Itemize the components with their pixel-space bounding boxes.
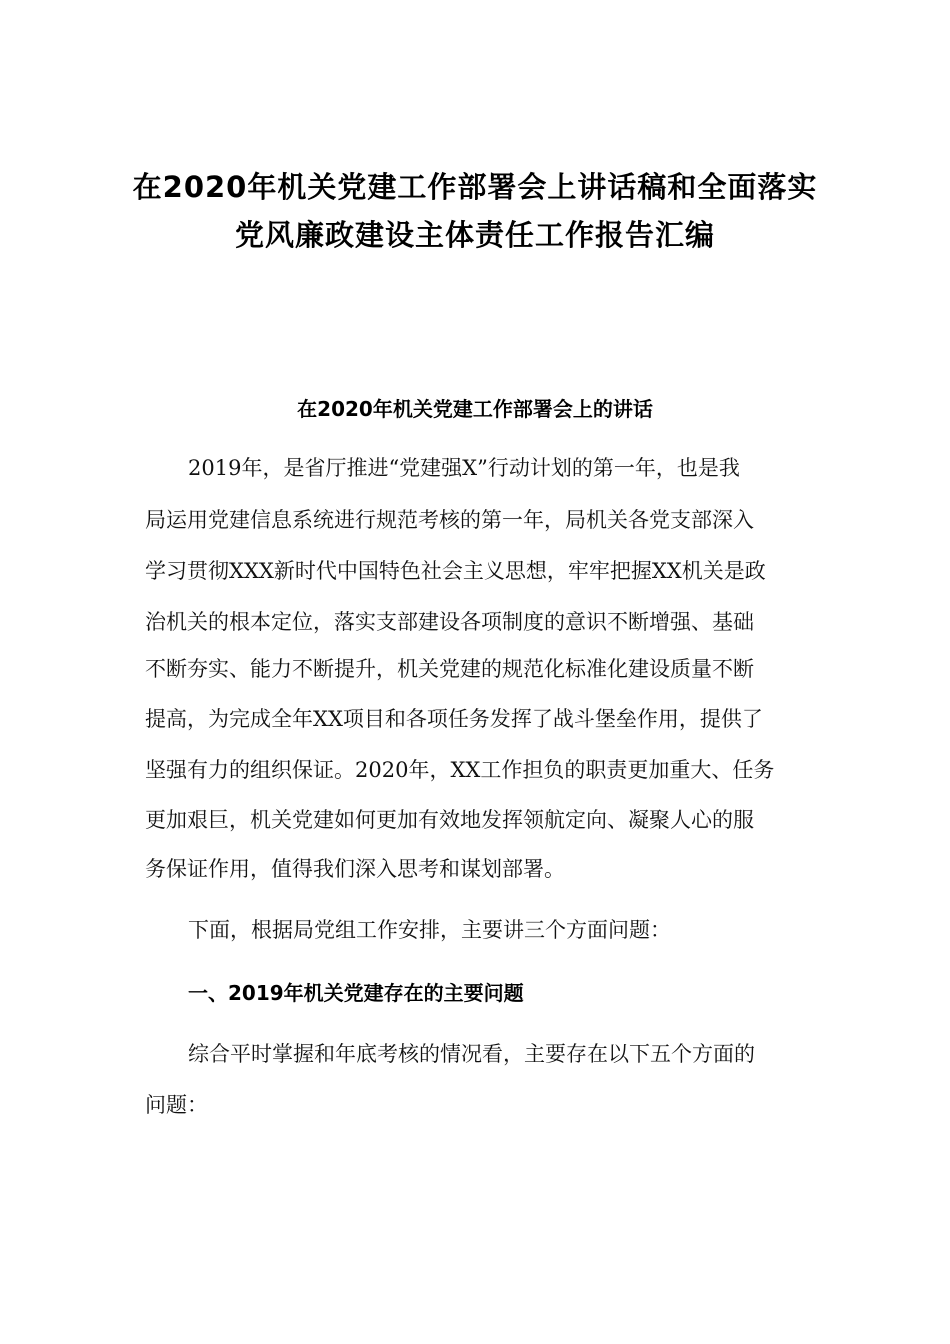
paragraph-1-line: 坚强有力的组织保证。2020年，XX工作担负的职责更加重大、任务	[145, 758, 775, 782]
document-title-line-1: 在2020年机关党建工作部署会上讲话稿和全面落实	[132, 170, 818, 204]
paragraph-1-line: 不断夯实、能力不断提升，机关党建的规范化标准化建设质量不断	[145, 657, 754, 681]
paragraph-1-line: 2019年，是省厅推进“党建强X”行动计划的第一年，也是我	[188, 456, 740, 480]
paragraph-1-line: 提高，为完成全年XX项目和各项任务发挥了战斗堡垒作用，提供了	[145, 707, 763, 731]
paragraph-3-line: 问题：	[145, 1093, 208, 1117]
paragraph-1-line: 更加艰巨，机关党建如何更加有效地发挥领航定向、凝聚人心的服	[145, 808, 754, 832]
paragraph-2: 下面，根据局党组工作安排，主要讲三个方面问题：	[188, 918, 671, 942]
paragraph-1-line: 学习贯彻XXX新时代中国特色社会主义思想，牢牢把握XX机关是政	[145, 559, 766, 583]
paragraph-1-line: 务保证作用，值得我们深入思考和谋划部署。	[145, 857, 565, 881]
paragraph-1-line: 局运用党建信息系统进行规范考核的第一年，局机关各党支部深入	[145, 508, 754, 532]
speech-title: 在2020年机关党建工作部署会上的讲话	[297, 397, 653, 421]
document-title-line-2: 党风廉政建设主体责任工作报告汇编	[234, 218, 715, 252]
paragraph-1-line: 治机关的根本定位，落实支部建设各项制度的意识不断增强、基础	[145, 610, 754, 634]
section-1-heading: 一、2019年机关党建存在的主要问题	[188, 981, 524, 1005]
paragraph-3-line: 综合平时掌握和年底考核的情况看，主要存在以下五个方面的	[188, 1042, 755, 1066]
